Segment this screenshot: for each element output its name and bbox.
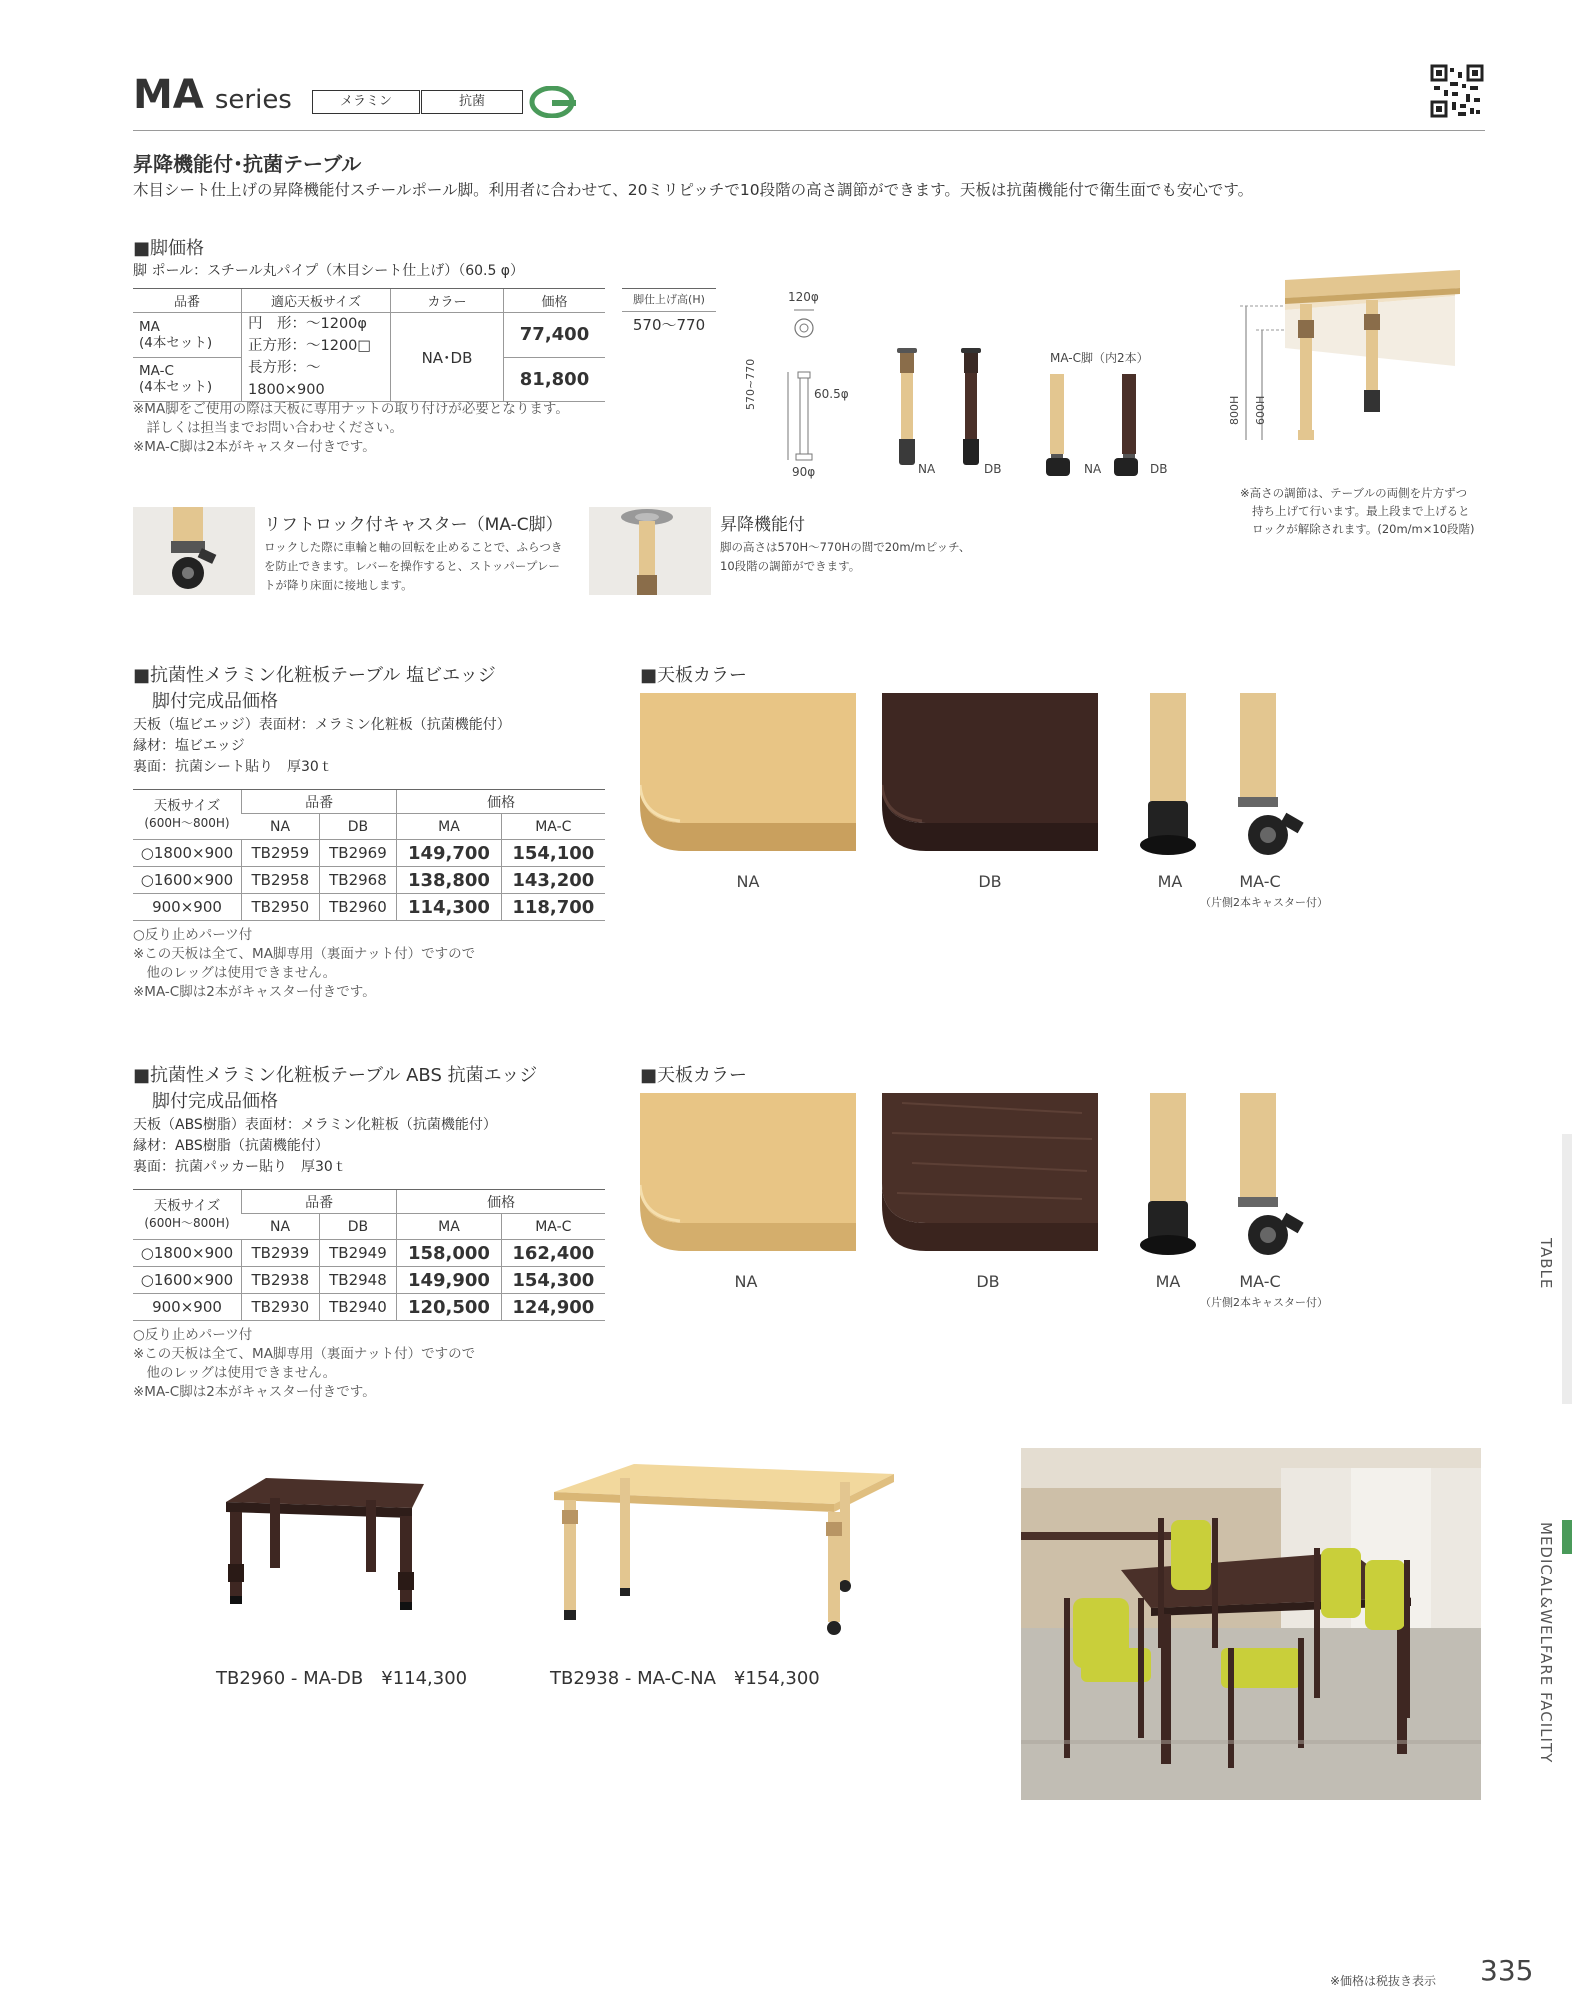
- th-price: 価格: [504, 289, 606, 313]
- feature-lift-text-1: 脚の高さは570H～770Hの間で20m/mピッチ、: [720, 540, 971, 554]
- s1-r3-size: 900×900: [133, 894, 242, 921]
- leg-height-header: 脚仕上げ高(H): [622, 288, 716, 312]
- product-tb2938-image: [550, 1460, 896, 1640]
- s2-leg-mac: [1232, 1093, 1312, 1259]
- qr-code-icon: [1430, 64, 1484, 118]
- table-row: [133, 1294, 605, 1321]
- section1-color-heading: ■天板カラー: [640, 665, 748, 686]
- header-rule: [133, 130, 1485, 131]
- s2-label-db: DB: [976, 1272, 1000, 1291]
- tag-antibacterial: 抗菌: [421, 90, 523, 114]
- s1-r2-size: ○1600×900: [133, 867, 242, 894]
- s2-mac-caption: （片側2本キャスター付）: [1200, 1296, 1328, 1309]
- section2-specs: [133, 1115, 497, 1178]
- th-color: カラー: [391, 289, 504, 313]
- leg-sizes: [242, 313, 391, 402]
- s1-r1-db: TB2969: [319, 840, 397, 867]
- leg-label-db: DB: [984, 462, 1002, 476]
- feature-caster-text: [264, 538, 562, 595]
- section2-heading: ■抗菌性メラミン化粧板テーブル ABS 抗菌エッジ: [133, 1065, 538, 1086]
- s2-note-1: ○反り止めパーツ付: [133, 1327, 253, 1343]
- s2-r2-size: ○1600×900: [133, 1267, 242, 1294]
- s2-label-mac: MA-C: [1239, 1272, 1281, 1291]
- room-scene-photo: [1021, 1448, 1481, 1800]
- s1-th-size-sub: (600H～800H): [144, 815, 230, 830]
- legs-note-3: ※MA-C脚は2本がキャスター付きです。: [133, 439, 376, 455]
- dim-bottom: 90φ: [792, 465, 816, 479]
- s1-r2-db: TB2968: [319, 867, 397, 894]
- page-description: 木目シート仕上げの昇降機能付スチールポール脚。利用者に合わせて、20ミリピッチで10段階の高さ調節ができます。天板は抗菌機能付で衛生面でも安心です。: [133, 181, 1254, 199]
- s2-r1-size: ○1800×900: [133, 1240, 242, 1267]
- side-tab-medical-bar: [1562, 1520, 1572, 1554]
- table-row: [133, 894, 605, 921]
- s2-leg-ma: [1138, 1093, 1198, 1259]
- s1-th-size-label: 天板サイズ: [153, 797, 221, 814]
- s2-r3-na: TB2930: [242, 1294, 320, 1321]
- s1-sub-db: DB: [319, 814, 397, 840]
- s1-swatch-db: [882, 693, 1098, 851]
- s2-sub-na: NA: [242, 1214, 320, 1240]
- leg-height-value: 570～770: [632, 316, 706, 334]
- leg-photo-db: [959, 348, 983, 472]
- footer-tax-note: ※価格は税抜き表示: [1330, 1974, 1437, 1988]
- dim-mid: 60.5φ: [814, 387, 849, 401]
- leg-size-round: 円 形：～1200φ: [248, 316, 367, 332]
- s1-sub-na: NA: [242, 814, 320, 840]
- page-number: 335: [1480, 1954, 1534, 1987]
- feature-caster-title: リフトロック付キャスター（MA-C脚）: [264, 515, 563, 535]
- section2-notes: [133, 1326, 475, 1402]
- table-row: [133, 840, 605, 867]
- th-size: 適応天板サイズ: [242, 289, 391, 313]
- s2-r1-mac: 162,400: [501, 1240, 605, 1267]
- s1-r1-mac: 154,100: [501, 840, 605, 867]
- table-height-note-1: ※高さの調節は、テーブルの両側を片方ずつ: [1240, 486, 1468, 500]
- s2-th-price: 価格: [397, 1190, 605, 1214]
- s2-r2-mac: 154,300: [501, 1267, 605, 1294]
- s2-sub-db: DB: [319, 1214, 397, 1240]
- dim-top: 120φ: [788, 290, 819, 304]
- legs-notes: [133, 400, 569, 457]
- page-title: 昇降機能付･抗菌テーブル: [133, 152, 362, 176]
- s1-note-4: ※MA-C脚は2本がキャスター付きです。: [133, 984, 376, 1000]
- section2-subheading: 脚付完成品価格: [152, 1091, 278, 1112]
- s1-leg-ma: [1138, 693, 1198, 859]
- section2-spec-1: 天板（ABS樹脂）表面材：メラミン化粧板（抗菌機能付）: [133, 1117, 497, 1133]
- s1-r2-na: TB2958: [242, 867, 320, 894]
- legs-heading: ■脚価格: [133, 238, 205, 259]
- feature-lift-image: [589, 507, 711, 595]
- side-tab-table[interactable]: TABLE: [1537, 1238, 1555, 1290]
- mac-label-db: DB: [1150, 462, 1168, 476]
- s2-r2-ma: 149,900: [397, 1267, 501, 1294]
- feature-caster-text-1: ロックした際に車輪と軸の回転を止めることで、ふらつき: [264, 540, 563, 554]
- s1-th-code: 品番: [242, 790, 397, 814]
- leg-price-ma: 77,400: [504, 313, 606, 358]
- s2-r3-ma: 120,500: [397, 1294, 501, 1321]
- feature-lift-text-2: 10段階の調節ができます。: [720, 559, 861, 573]
- s2-r2-na: TB2938: [242, 1267, 320, 1294]
- s1-th-size: [133, 790, 242, 840]
- section1-spec-3: 裏面：抗菌シート貼り 厚30ｔ: [133, 759, 333, 775]
- s1-label-na: NA: [736, 872, 760, 891]
- section1-spec-1: 天板（塩ビエッジ）表面材：メラミン化粧板（抗菌機能付）: [133, 717, 511, 733]
- section1-heading: ■抗菌性メラミン化粧板テーブル 塩ビエッジ: [133, 665, 496, 686]
- s1-r2-mac: 143,200: [501, 867, 605, 894]
- s1-note-2: ※この天板は全て、MA脚専用（裏面ナット付）ですので: [133, 946, 476, 962]
- s2-r3-size: 900×900: [133, 1294, 242, 1321]
- s2-label-na: NA: [734, 1272, 758, 1291]
- s2-note-4: ※MA-C脚は2本がキャスター付きです。: [133, 1384, 376, 1400]
- leg-size-square: 正方形：～1200□: [248, 338, 372, 354]
- feature-caster-text-2: を防止できます。レバーを操作すると、ストッパープレー: [264, 559, 560, 573]
- legs-price-table: [133, 288, 605, 402]
- table-row: [133, 867, 605, 894]
- mac-leg-photo-na: [1046, 374, 1076, 484]
- product-tb2938-caption: TB2938 - MA-C-NA ¥154,300: [550, 1668, 820, 1689]
- s1-sub-mac: MA-C: [501, 814, 605, 840]
- th-code: 品番: [133, 289, 242, 313]
- side-tab-table-bar: [1562, 1134, 1572, 1404]
- s2-r3-mac: 124,900: [501, 1294, 605, 1321]
- s1-leg-mac: [1232, 693, 1312, 859]
- section1-notes: [133, 926, 475, 1002]
- dim-height: 570~770: [744, 358, 757, 410]
- s2-th-size-label: 天板サイズ: [153, 1197, 221, 1214]
- leg-price-mac: 81,800: [504, 357, 606, 402]
- s2-sub-mac: MA-C: [501, 1214, 605, 1240]
- s2-swatch-na: [640, 1093, 856, 1251]
- feature-lift-text: [720, 538, 970, 576]
- series-name: MA: [133, 72, 204, 118]
- s2-th-code: 品番: [242, 1190, 397, 1214]
- mac-leg-title: MA-C脚（内2本）: [1050, 351, 1149, 365]
- mac-label-na: NA: [1084, 462, 1102, 476]
- s1-r3-db: TB2960: [319, 894, 397, 921]
- s2-th-size: [133, 1190, 242, 1240]
- leg-code-mac: MA-C (4本セット): [133, 357, 242, 402]
- section1-subheading: 脚付完成品価格: [152, 691, 278, 712]
- s1-label-mac: MA-C: [1239, 872, 1281, 891]
- table-row: [133, 1267, 605, 1294]
- s1-label-db: DB: [978, 872, 1002, 891]
- s1-r3-mac: 118,700: [501, 894, 605, 921]
- leg-size-rect: 長方形：～1800×900: [248, 360, 325, 398]
- s2-sub-ma: MA: [397, 1214, 501, 1240]
- feature-caster-text-3: トが降り床面に接地します。: [264, 578, 413, 592]
- dim-800h: 800H: [1228, 395, 1241, 425]
- s2-r3-db: TB2940: [319, 1294, 397, 1321]
- feature-lift-title: 昇降機能付: [720, 515, 805, 535]
- s1-mac-caption: （片側2本キャスター付）: [1200, 896, 1328, 909]
- series-word: series: [214, 85, 292, 115]
- product-tb2960-image: [216, 1474, 426, 1646]
- s2-note-3: 他のレッグは使用できません。: [133, 1365, 337, 1381]
- table-row: [133, 1240, 605, 1267]
- s2-th-size-sub: (600H～800H): [144, 1215, 230, 1230]
- s2-r2-db: TB2948: [319, 1267, 397, 1294]
- feature-caster-image: [133, 507, 255, 595]
- section1-spec-2: 縁材：塩ビエッジ: [133, 738, 245, 754]
- s2-r1-db: TB2949: [319, 1240, 397, 1267]
- section2-price-table: [133, 1189, 605, 1321]
- legs-note-2: 詳しくは担当までお問い合わせください。: [133, 420, 403, 436]
- tag-melamine: メラミン: [312, 90, 420, 114]
- table-height-note: [1240, 484, 1475, 538]
- leg-code-ma: MA (4本セット): [133, 313, 242, 358]
- s1-r3-ma: 114,300: [397, 894, 501, 921]
- s1-label-ma: MA: [1157, 872, 1183, 891]
- s2-label-ma: MA: [1155, 1272, 1181, 1291]
- s2-note-2: ※この天板は全て、MA脚専用（裏面ナット付）ですので: [133, 1346, 476, 1362]
- s1-note-1: ○反り止めパーツ付: [133, 927, 253, 943]
- s1-note-3: 他のレッグは使用できません。: [133, 965, 337, 981]
- side-tab-medical[interactable]: MEDICAL&WELFARE FACILITY: [1537, 1522, 1555, 1764]
- section2-color-heading: ■天板カラー: [640, 1065, 748, 1086]
- s2-r1-ma: 158,000: [397, 1240, 501, 1267]
- mac-leg-photo-db: [1114, 374, 1144, 484]
- green-logo-icon: [528, 86, 576, 118]
- s2-swatch-db: [882, 1093, 1098, 1251]
- leg-photo-na: [895, 348, 919, 472]
- table-height-note-3: ロックが解除されます。(20m/m×10段階): [1252, 522, 1475, 536]
- dim-600h: 600H: [1254, 395, 1267, 425]
- s1-r1-ma: 149,700: [397, 840, 501, 867]
- s1-r1-size: ○1800×900: [133, 840, 242, 867]
- table-height-illustration: [1210, 270, 1490, 470]
- section2-spec-2: 縁材：ABS樹脂（抗菌機能付）: [133, 1138, 329, 1154]
- series-title: [133, 72, 292, 118]
- s2-r1-na: TB2939: [242, 1240, 320, 1267]
- legs-subtitle: 脚 ポール：スチール丸パイプ（木目シート仕上げ）（60.5 φ）: [133, 263, 525, 279]
- s1-r3-na: TB2950: [242, 894, 320, 921]
- section2-spec-3: 裏面：抗菌パッカー貼り 厚30ｔ: [133, 1159, 347, 1175]
- s1-r1-na: TB2959: [242, 840, 320, 867]
- s1-swatch-na: [640, 693, 856, 851]
- leg-label-na: NA: [918, 462, 936, 476]
- s1-r2-ma: 138,800: [397, 867, 501, 894]
- section1-price-table: [133, 789, 605, 921]
- s1-th-price: 価格: [397, 790, 605, 814]
- s1-sub-ma: MA: [397, 814, 501, 840]
- section1-specs: [133, 715, 511, 778]
- leg-colors: NA･DB: [391, 313, 504, 402]
- legs-note-1: ※MA脚をご使用の際は天板に専用ナットの取り付けが必要となります。: [133, 401, 569, 417]
- table-height-note-2: 持ち上げて行います。最上段まで上げると: [1252, 504, 1470, 518]
- product-tb2960-caption: TB2960 - MA-DB ¥114,300: [216, 1668, 468, 1689]
- leg-height-box: [622, 288, 716, 338]
